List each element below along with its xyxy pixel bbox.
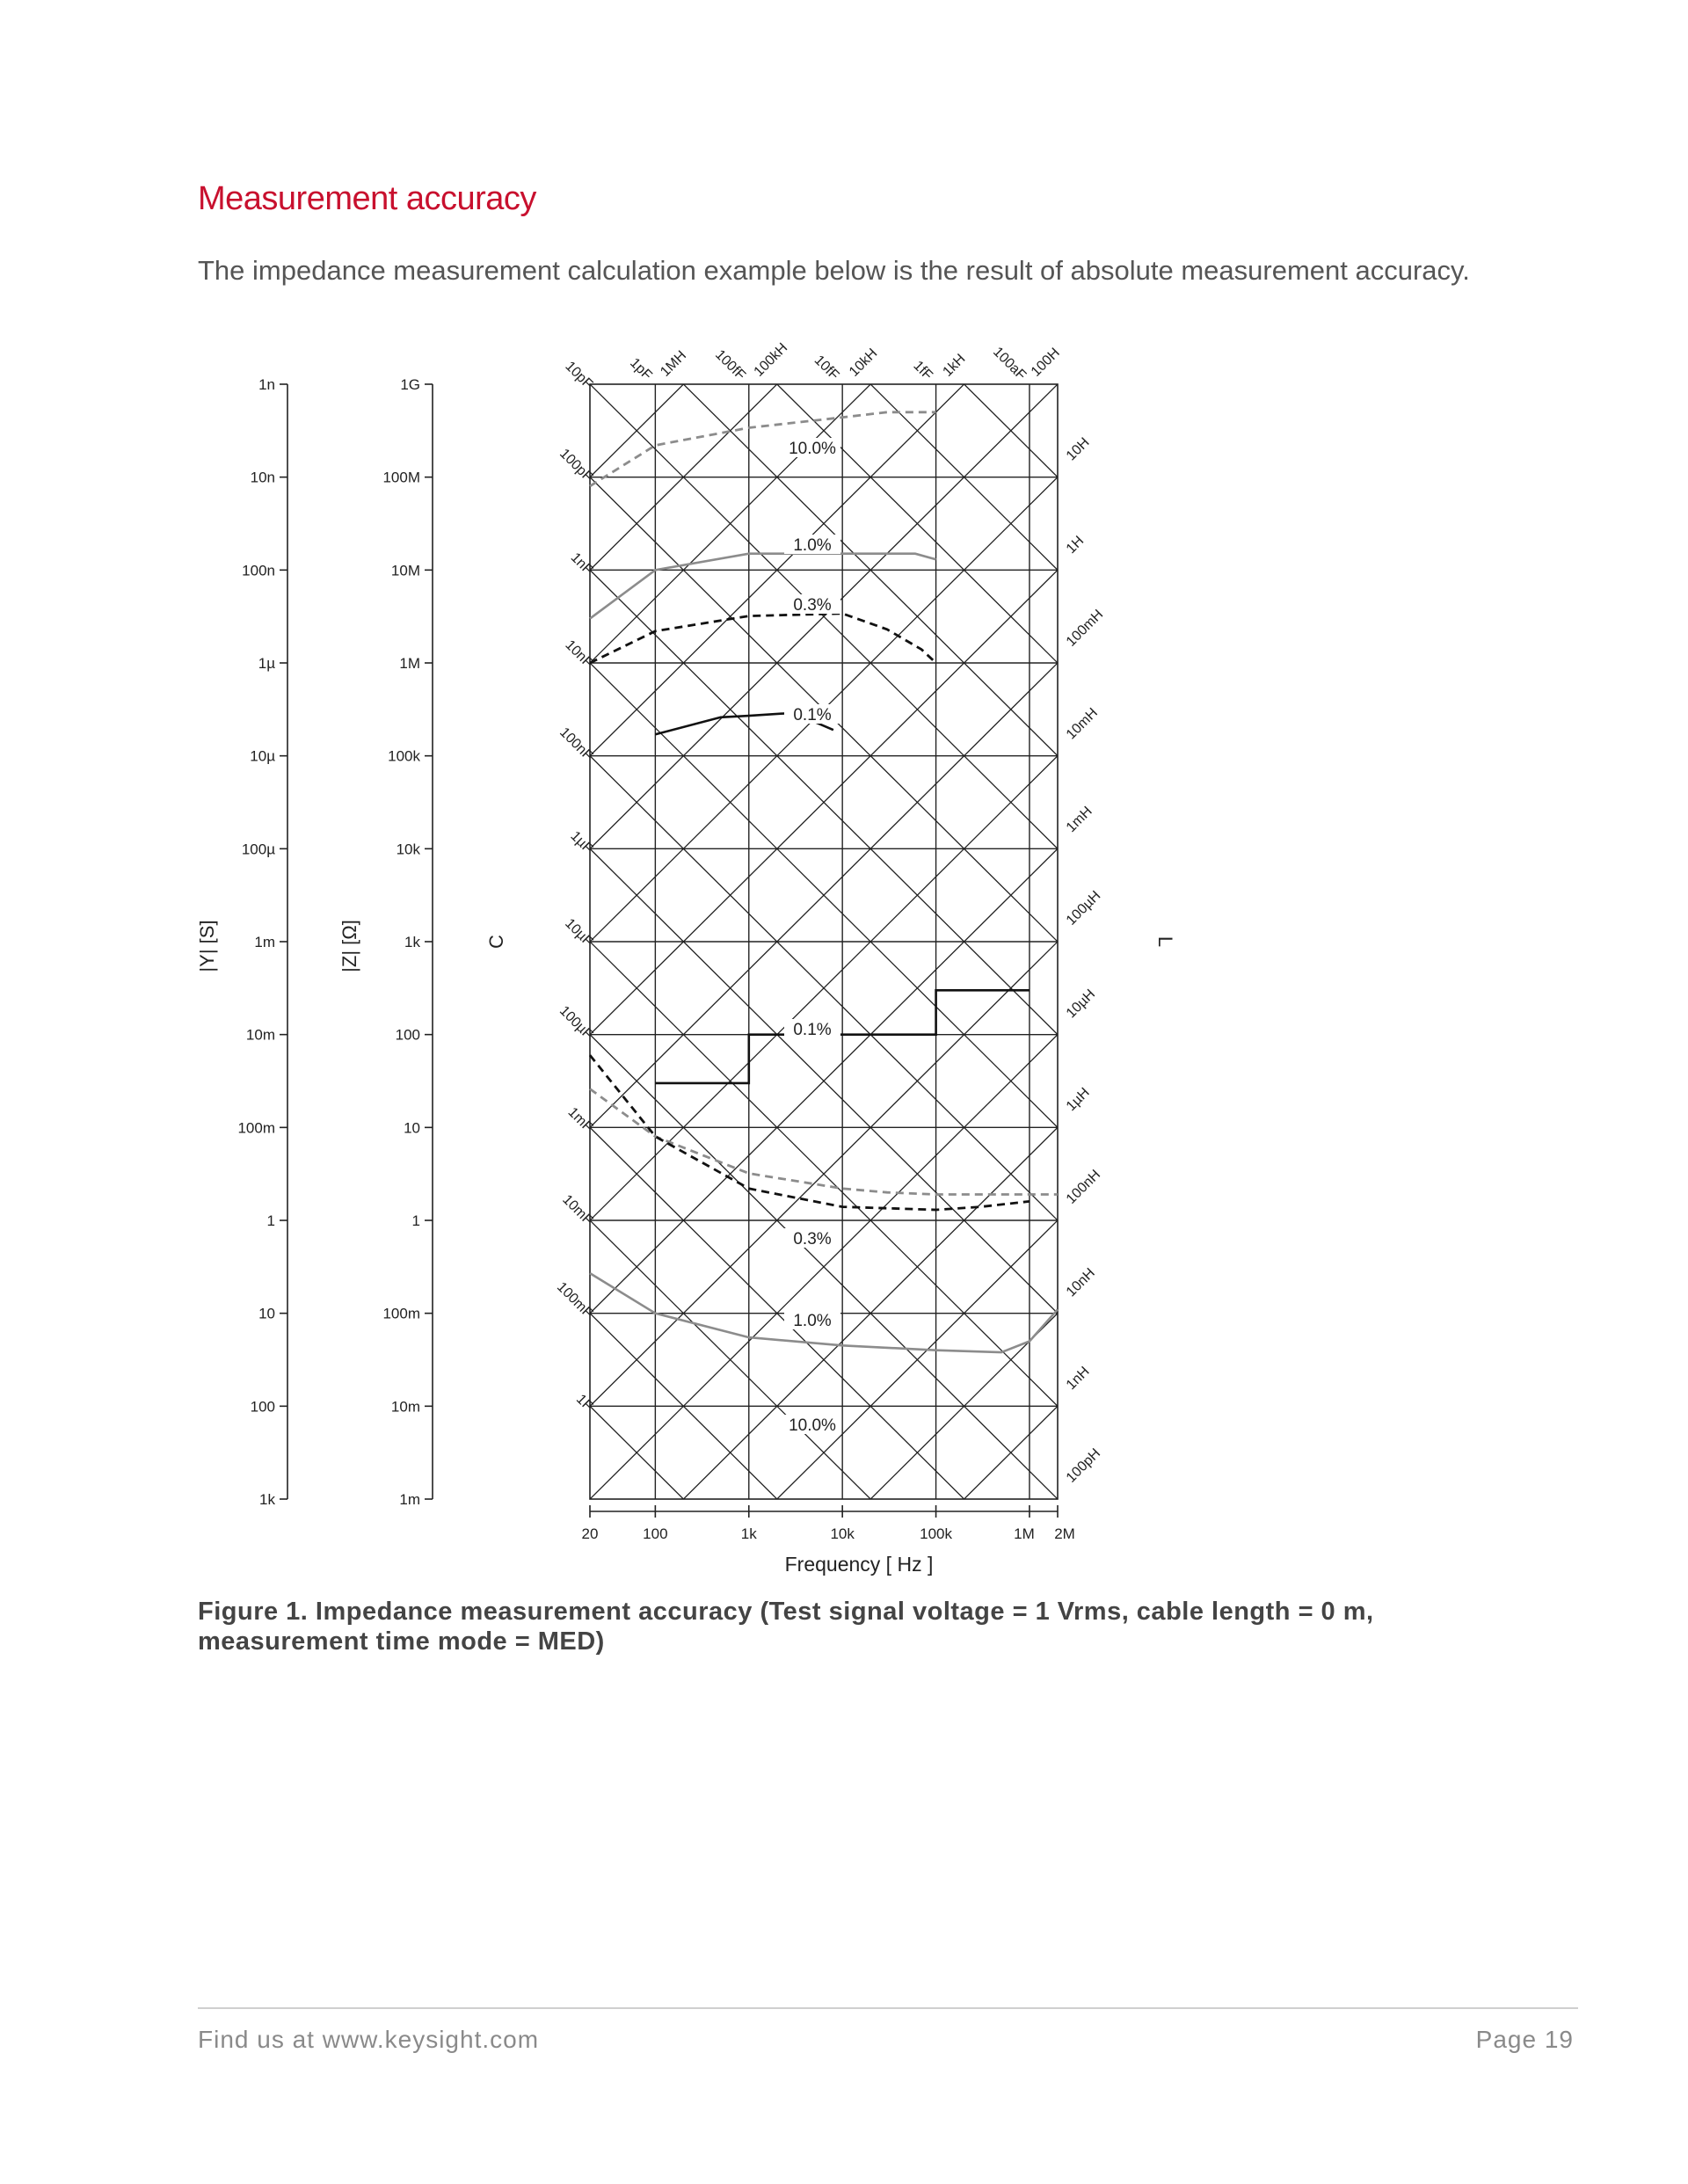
capacitance-line xyxy=(0,868,1688,1583)
frequency-tick-label: 100 xyxy=(643,1525,668,1542)
capacitance-label: 100mF xyxy=(553,1279,596,1321)
impedance-tick-label: 100 xyxy=(395,1026,420,1044)
capacitance-label: 100µF xyxy=(556,1003,596,1043)
inductance-line xyxy=(0,0,1688,87)
frequency-tick-label: 2M xyxy=(1054,1525,1075,1542)
capacitance-label-top: 100aF xyxy=(990,344,1030,383)
frequency-tick-label: 1k xyxy=(740,1525,757,1542)
footer-divider xyxy=(198,2007,1578,2009)
inductance-line xyxy=(0,0,1688,1016)
intro-paragraph: The impedance measurement calculation example below is the result of absolute measurement accuracy. xyxy=(198,255,1470,286)
capacitance-line xyxy=(0,32,1688,1583)
capacitance-line xyxy=(0,0,1688,737)
admittance-tick-label: 1k xyxy=(259,1491,275,1508)
capacitance-label-top: 1fF xyxy=(910,358,935,383)
page-heading: Measurement accuracy xyxy=(198,180,536,217)
capacitance-line xyxy=(0,775,1688,1583)
capacitance-line xyxy=(0,0,1688,458)
capacitance-line xyxy=(0,0,1688,179)
admittance-tick-label: 10m xyxy=(245,1026,275,1044)
inductance-line xyxy=(0,310,1688,1583)
inductance-label: 1H xyxy=(1063,533,1088,557)
capacitance-label-top: 1pF xyxy=(627,355,655,383)
impedance-tick-label: 1k xyxy=(404,934,420,950)
frequency-tick-label: 1M xyxy=(1014,1525,1035,1542)
impedance-tick-label: 100M xyxy=(382,469,420,486)
accuracy-curve-upper xyxy=(590,412,936,486)
impedance-tick-label: 10 xyxy=(404,1119,420,1137)
capacitance-line xyxy=(0,217,1688,1583)
inductance-label: 1mH xyxy=(1063,804,1095,836)
inductance-label-top: 10kH xyxy=(846,346,881,380)
capacitance-line xyxy=(0,0,1688,644)
capacitance-label: 100nF xyxy=(557,724,596,764)
impedance-tick-label: 10m xyxy=(390,1398,420,1416)
inductance-line xyxy=(0,0,1688,179)
inductance-label: 10nH xyxy=(1063,1265,1098,1300)
admittance-tick-label: 1n xyxy=(258,376,275,393)
inductance-axis-title: L xyxy=(1154,935,1176,948)
frequency-tick-label: 10k xyxy=(830,1525,855,1542)
capacitance-axis-title: C xyxy=(485,935,507,949)
impedance-tick-label: 100k xyxy=(388,747,420,765)
inductance-line xyxy=(0,589,1688,1583)
inductance-line xyxy=(0,32,1688,1583)
capacitance-line xyxy=(0,1332,1688,1583)
capacitance-line xyxy=(0,0,1688,366)
page-number: Page 19 xyxy=(1475,2026,1574,2053)
inductance-label-top: 1kH xyxy=(940,351,969,380)
inductance-line xyxy=(0,0,1688,923)
admittance-tick-label: 100m xyxy=(237,1119,275,1137)
capacitance-label: 1nF xyxy=(567,550,596,579)
impedance-tick-label: 10M xyxy=(390,562,420,579)
inductance-line xyxy=(0,0,1688,366)
accuracy-label: 10.0% xyxy=(789,440,836,458)
axes-layer xyxy=(280,384,1058,1518)
inductance-line xyxy=(0,775,1688,1583)
capacitance-label: 10µF xyxy=(562,915,596,950)
admittance-tick-label: 1 xyxy=(266,1212,275,1229)
admittance-tick-label: 100 xyxy=(250,1398,275,1416)
accuracy-label: 10.0% xyxy=(789,1416,836,1435)
inductance-line xyxy=(0,217,1688,1583)
inductance-label: 10H xyxy=(1063,434,1093,464)
capacitance-line xyxy=(0,1147,1688,1583)
capacitance-line xyxy=(0,589,1688,1583)
capacitance-label: 1F xyxy=(572,1391,596,1415)
capacitance-line xyxy=(0,0,1688,273)
impedance-tick-label: 1G xyxy=(400,376,420,393)
frequency-tick-label: 100k xyxy=(920,1525,953,1542)
admittance-axis-title: |Y| [S] xyxy=(196,920,218,972)
frequency-axis-title: Frequency [ Hz ] xyxy=(784,1553,934,1576)
figure-caption: Figure 1. Impedance measurement accuracy (Test signal voltage = 1 Vrms, cable length = 0 m, measurement time mode = MED) xyxy=(198,1598,1374,1656)
capacitance-line xyxy=(0,0,1688,830)
inductance-line xyxy=(0,0,1688,737)
inductance-label-top: 1MH xyxy=(658,347,690,380)
admittance-tick-label: 100n xyxy=(242,562,275,579)
inductance-label: 1nH xyxy=(1063,1364,1093,1394)
accuracy-label: 1.0% xyxy=(793,1312,832,1330)
accuracy-label: 0.1% xyxy=(793,1021,832,1039)
admittance-tick-label: 10n xyxy=(250,469,275,486)
admittance-tick-label: 100µ xyxy=(241,841,275,858)
inductance-line xyxy=(0,960,1688,1583)
inductance-line xyxy=(0,0,1688,830)
impedance-tick-label: 10k xyxy=(396,841,420,858)
inductance-line xyxy=(0,1147,1688,1583)
inductance-label: 10mH xyxy=(1063,705,1102,743)
impedance-axis-title: |Z| [Ω] xyxy=(338,920,360,972)
impedance-tick-label: 1M xyxy=(399,655,420,672)
admittance-tick-label: 10µ xyxy=(250,747,275,765)
inductance-line xyxy=(0,1332,1688,1583)
capacitance-label-top: 100fF xyxy=(712,346,748,383)
accuracy-label: 0.1% xyxy=(793,706,832,724)
impedance-tick-label: 100m xyxy=(382,1305,420,1322)
capacitance-line xyxy=(0,310,1688,1583)
inductance-line xyxy=(0,868,1688,1583)
capacitance-label: 100pF xyxy=(557,446,596,485)
accuracy-label: 0.3% xyxy=(793,1230,832,1249)
capacitance-line xyxy=(0,0,1688,1016)
capacitance-label: 1mF xyxy=(564,1104,596,1136)
capacitance-label: 10pF xyxy=(562,359,596,392)
inductance-label: 10µH xyxy=(1063,986,1099,1022)
inductance-label-top: 100H xyxy=(1028,345,1063,380)
capacitance-label: 10mF xyxy=(559,1191,596,1228)
inductance-line xyxy=(0,0,1688,273)
admittance-tick-label: 1m xyxy=(254,934,275,950)
inductance-label: 100µH xyxy=(1063,888,1104,928)
footer-website: Find us at www.keysight.com xyxy=(198,2026,540,2053)
inductance-label: 100pH xyxy=(1063,1445,1104,1486)
capacitance-line xyxy=(0,960,1688,1583)
inductance-label-top: 100kH xyxy=(751,340,791,380)
capacitance-label-top: 10fF xyxy=(811,353,842,383)
impedance-tick-label: 1 xyxy=(411,1212,420,1229)
inductance-line xyxy=(0,0,1688,458)
frequency-tick-label: 20 xyxy=(581,1525,599,1542)
inductance-label: 1µH xyxy=(1063,1085,1093,1115)
capacitance-label: 10nF xyxy=(562,637,596,671)
admittance-tick-label: 1µ xyxy=(258,655,275,672)
capacitance-label: 1µF xyxy=(567,828,596,857)
inductance-label: 100mH xyxy=(1063,607,1107,650)
accuracy-label: 1.0% xyxy=(793,536,832,555)
accuracy-label: 0.3% xyxy=(793,596,832,615)
inductance-line xyxy=(0,0,1688,644)
inductance-label: 100nH xyxy=(1063,1167,1104,1207)
capacitance-line xyxy=(0,0,1688,923)
capacitance-line xyxy=(0,0,1688,87)
accuracy-curve-upper xyxy=(590,554,936,619)
admittance-tick-label: 10 xyxy=(258,1305,275,1322)
impedance-tick-label: 1m xyxy=(399,1491,420,1508)
